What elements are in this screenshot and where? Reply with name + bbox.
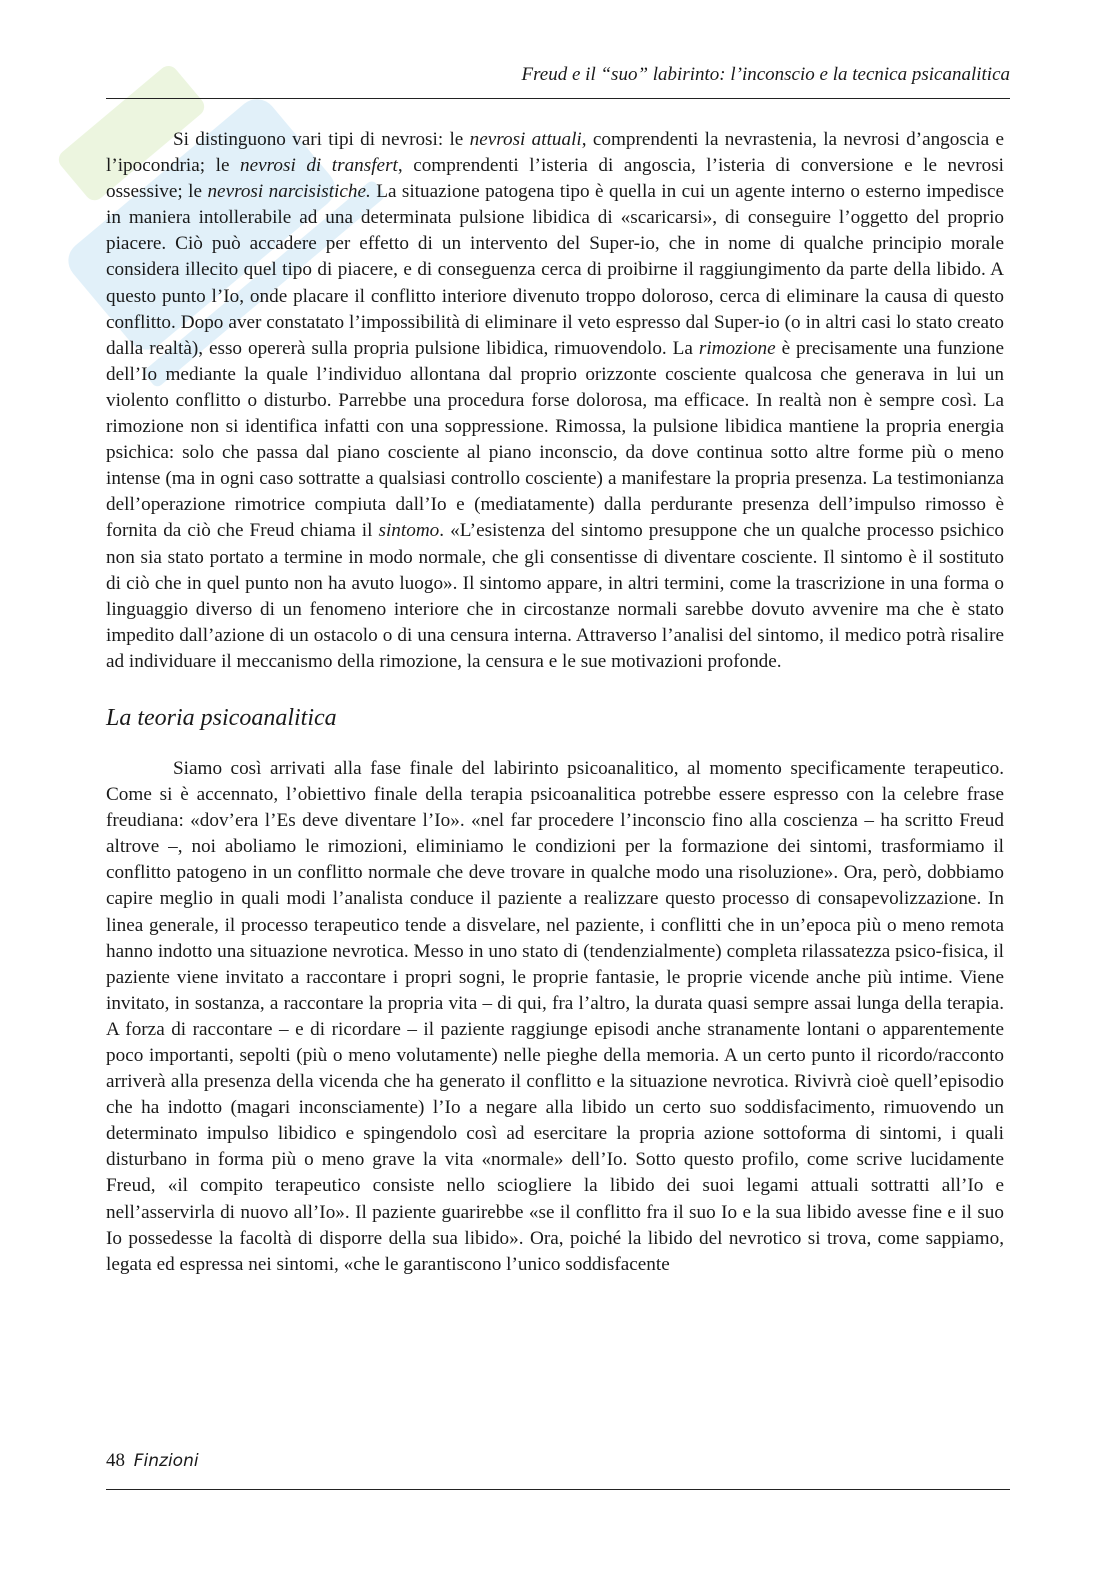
paragraph-teoria: Siamo così arrivati alla fase finale del labirinto psicoanalitico, al momento specificamente terapeutico. Come si è accennato, l’obiettivo finale della terapia psicoanalitica potrebbe essere espresso con la celebre frase freudiana: «dov’era l’Es deve diventare l’Io». «nel far procedere l’inconscio fino alla coscienza – ha scritto Freud altrove –, noi aboliamo le rimozioni, eliminiamo le condizioni per la formazione dei sintomi, trasformiamo il conflitto patogeno in un conflitto normale che deve trovare in qualche modo una risoluzione». Ora, però, dobbiamo capire meglio in quali modi l’analista conduce il paziente a realizzare questo processo di consapevolizzazione. In linea generale, il processo terapeutico tende a disvelare, nel paziente, i conflitti che in un’epoca più o meno remota hanno indotto una situazione nevrotica. Messo in uno stato di (tendenzialmente) completa rilassatezza psico-fisica, il paziente viene invitato a raccontare i propri sogni, le proprie fantasie, le proprie vicende anche più intime. Viene invitato, in sostanza, a raccontare la propria vita – di qui, fra l’altro, la durata quasi sempre assai lunga della terapia. A forza di raccontare – e di ricordare – il paziente raggiunge episodi anche stranamente lontani o apparentemente poco importanti, sepolti (più o meno volutamente) nelle pieghe della memoria. A un certo punto il ricordo/racconto arriverà alla presenza della vicenda che ha generato il conflitto e la situazione nevrotica. Rivivrà cioè quell’episodio che ha indotto (magari inconsciamente) l’Io a negare alla libido un certo suo soddisfacimento, rimuovendo un determinato impulso libidico e spingendolo così ad esercitare la propria azione sottoforma di sintomi, i quali disturbano in forma più o meno grave la vita «normale» dell’Io. Sotto questo profilo, come scrive lucidamente Freud, «il compito terapeutico consiste nello sciogliere la libido dei suoi legami attuali sottratti all’Io e nell’asservirla di nuovo all’Io». Il paziente guarirebbe «se il conflitto fra il suo Io e la sua libido avesse fine e il suo Io possedesse la facoltà di disporre della sua libido». Ora, poiché la libido del nevrotico si trova, come sappiamo, legata ed espressa nei sintomi, «che le garantiscono l’unico soddisfacente	[106, 757, 1004, 1275]
footer-rule	[106, 1489, 1010, 1490]
paragraph-nevrosi: Si distinguono vari tipi di nevrosi: le nevrosi attuali, comprendenti la nevrastenia, la nevrosi d’angoscia e l’ipocondria; le nevrosi di transfert, comprendenti l’isteria di angoscia, l’isteria di conversione e le nevrosi ossessive; le nevrosi narcisistiche. La situazione patogena tipo è quella in cui un agente interno o esterno impedisce in maniera intollerabile ad una determinata pulsione libidica di «scaricarsi», di conseguire l’oggetto del proprio piacere. Ciò può accadere per effetto di un intervento del Super-io, che in nome di qualche principio morale considera illecito quel tipo di piacere, e di conseguenza cerca di proibirne il raggiungimento da parte della libido. A questo punto l’Io, onde placare il conflitto interiore divenuto troppo doloroso, cerca di eliminare la causa di questo conflitto. Dopo aver constatato l’impossibilità di eliminare il veto espresso dal Super-io (o in altri casi lo stato creato dalla realtà), esso opererà sulla propria pulsione libidica, rimuovendolo. La rimozione è precisamente una funzione dell’Io mediante la quale l’individuo allontana dal proprio orizzonte cosciente qualcosa che generava in lui un violento conflitto o disturbo. Parrebbe una procedura forse dolorosa, ma efficace. In realtà non è sempre così. La rimozione non si identifica infatti con una soppressione. Rimossa, la pulsione libidica mantiene la propria energia psichica: solo che passa dal piano cosciente al piano inconscio, da dove continua sotto altre forme più o meno intense (ma in ogni caso sottratte a qualsiasi controllo cosciente) a manifestare la propria presenza. La testimonianza dell’operazione rimotrice compiuta dall’Io e (mediatamente) dalla perdurante presenza dell’impulso rimosso è fornita da ciò che Freud chiama il sintomo. «L’esistenza del sintomo presuppone che un qualche processo psichico non sia stato portato a termine in modo normale, che gli consentisse di diventare cosciente. Il sintomo è il sostituto di ciò che in quel punto non ha avuto luogo». Il sintomo appare, in altri termini, come la trascrizione in una forma o linguaggio diverso di un fenomeno interiore che in circostanze normali sarebbe dovuto avvenire ma che è stato impedito dall’azione di un ostacolo o di una censura interna. Attraverso l’analisi del sintomo, il medico potrà risalire ad individuare il meccanismo della rimozione, la censura e le sue motivazioni profonde.	[106, 129, 1005, 672]
header-rule	[106, 98, 1010, 99]
magazine-name: Finzioni	[133, 1451, 199, 1471]
section-heading: La teoria psicoanalitica	[106, 704, 337, 731]
page-body	[106, 127, 1004, 1278]
running-header: Freud e il “suo” labirinto: l’inconscio e la tecnica psicanalitica	[521, 64, 1010, 85]
page-number: 48	[106, 1450, 125, 1471]
page-footer	[106, 1450, 199, 1472]
